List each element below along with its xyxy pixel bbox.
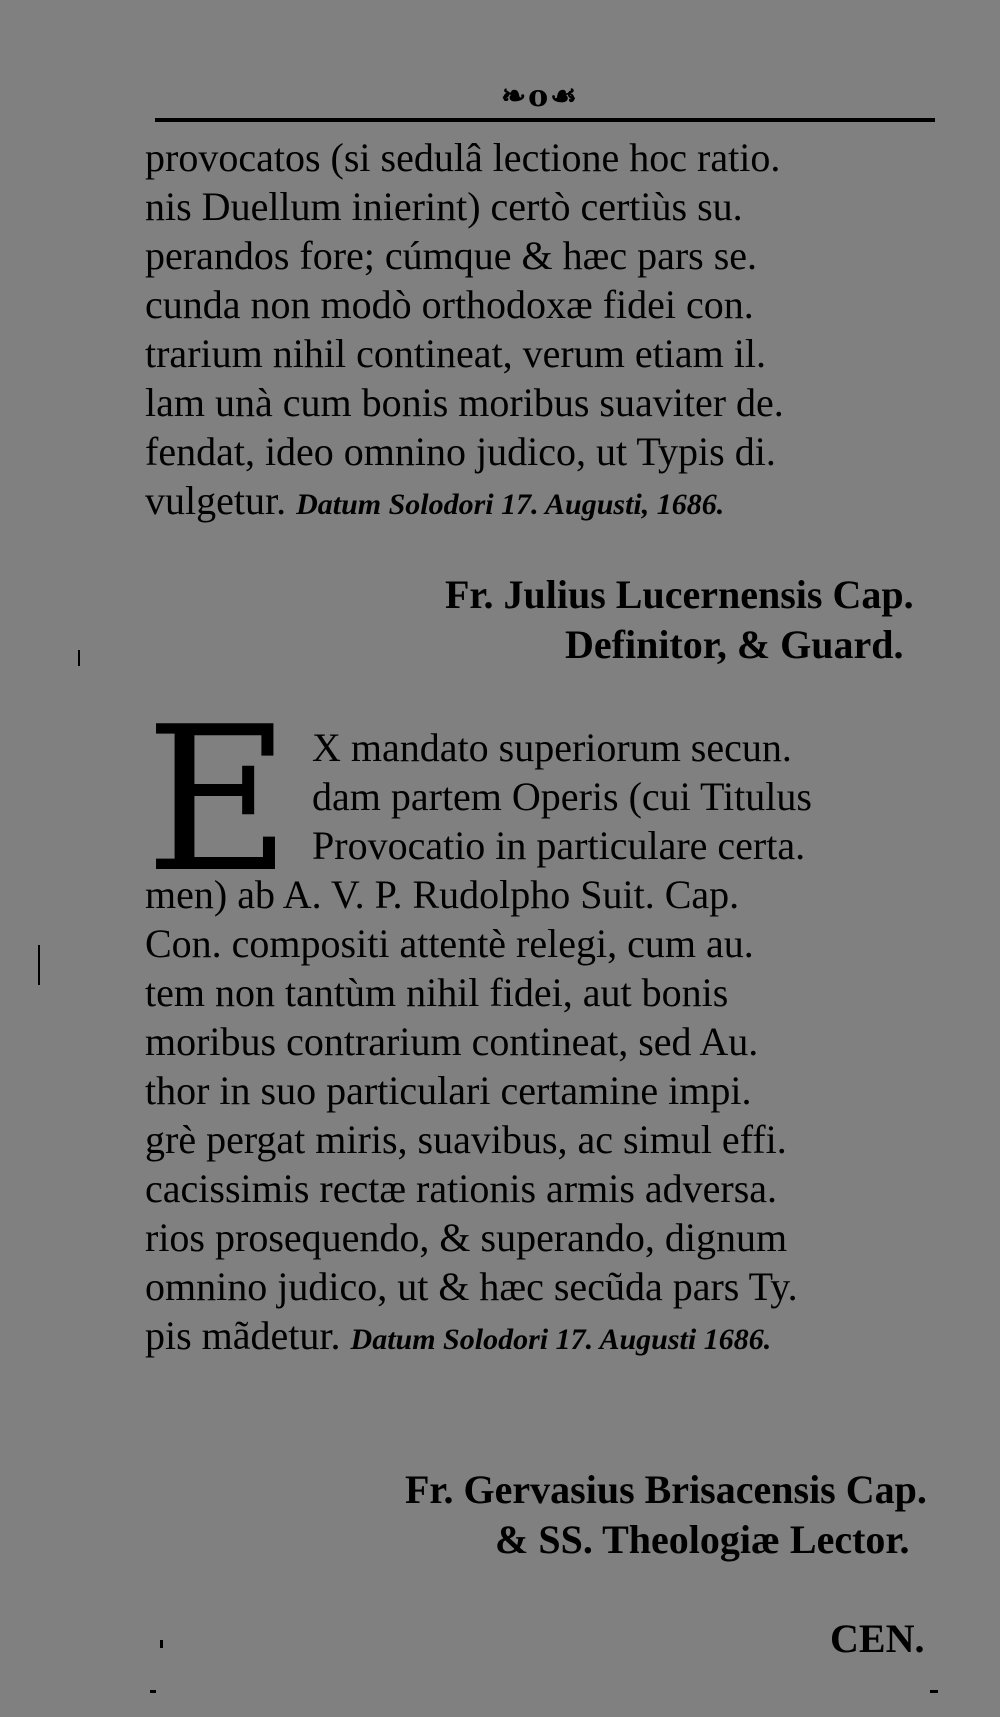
signature-2-line-1: Fr. Gervasius Brisacensis Cap. [405, 1467, 927, 1512]
text-line: dam partem Operis (cui Titulus [312, 774, 812, 819]
scan-artifact [38, 945, 40, 985]
text-line: cunda non modò orthodoxæ fidei con. [145, 282, 754, 327]
text-line: X mandato superiorum secun. [312, 725, 792, 770]
text-line-with-date [145, 476, 955, 525]
text-line: thor in suo particulari certamine impi. [145, 1068, 752, 1113]
header-rule [155, 118, 935, 122]
text-line: men) ab A. V. P. Rudolpho Suit. Cap. [145, 872, 740, 917]
signature-1-line-1: Fr. Julius Lucernensis Cap. [445, 572, 914, 617]
text-line: fendat, ideo omnino judico, ut Typis di. [145, 429, 776, 474]
text-line: provocatos (si sedulâ lectione hoc ratio. [145, 135, 781, 180]
catchword: CEN. [830, 1616, 925, 1661]
text-line: rios prosequendo, & superando, dignum [145, 1215, 788, 1260]
approval-2-text [145, 870, 955, 1360]
scan-artifact [150, 1690, 156, 1693]
text-line: moribus contrarium contineat, sed Au. [145, 1019, 759, 1064]
scan-artifact [160, 1640, 163, 1648]
text-line: Con. compositi attentè relegi, cum au. [145, 921, 754, 966]
approval-1-text [145, 133, 955, 525]
text-line: cacissimis rectæ rationis armis adversa. [145, 1166, 778, 1211]
header-ornament: ❧o☙ [500, 79, 580, 114]
scan-artifact [78, 650, 80, 666]
approval-2-indented-text [312, 723, 952, 870]
text-line: perandos fore; cúmque & hæc pars se. [145, 233, 758, 278]
text-line: tem non tantùm nihil fidei, aut bonis [145, 970, 729, 1015]
text-line: grè pergat miris, suavibus, ac simul effi. [145, 1117, 787, 1162]
last-line-text: pis mãdetur. [145, 1313, 341, 1358]
last-line-text: vulgetur. [145, 478, 287, 523]
text-line-with-date [145, 1311, 955, 1360]
signature-2-line-2: & SS. Theologiæ Lector. [495, 1517, 910, 1562]
drop-cap-initial: E [145, 684, 291, 917]
scan-artifact [930, 1690, 938, 1693]
approval-date: Datum Solodori 17. Augusti, 1686. [296, 488, 725, 521]
approval-date: Datum Solodori 17. Augusti 1686. [350, 1323, 772, 1356]
text-line: trarium nihil contineat, verum etiam il. [145, 331, 766, 376]
signature-1-line-2: Definitor, & Guard. [565, 622, 904, 667]
text-line: lam unà cum bonis moribus suaviter de. [145, 380, 784, 425]
text-line: omnino judico, ut & hæc secũda pars Ty. [145, 1264, 798, 1309]
text-line: Provocatio in particulare certa. [312, 823, 806, 868]
text-line: nis Duellum inierint) certò certiùs su. [145, 184, 743, 229]
